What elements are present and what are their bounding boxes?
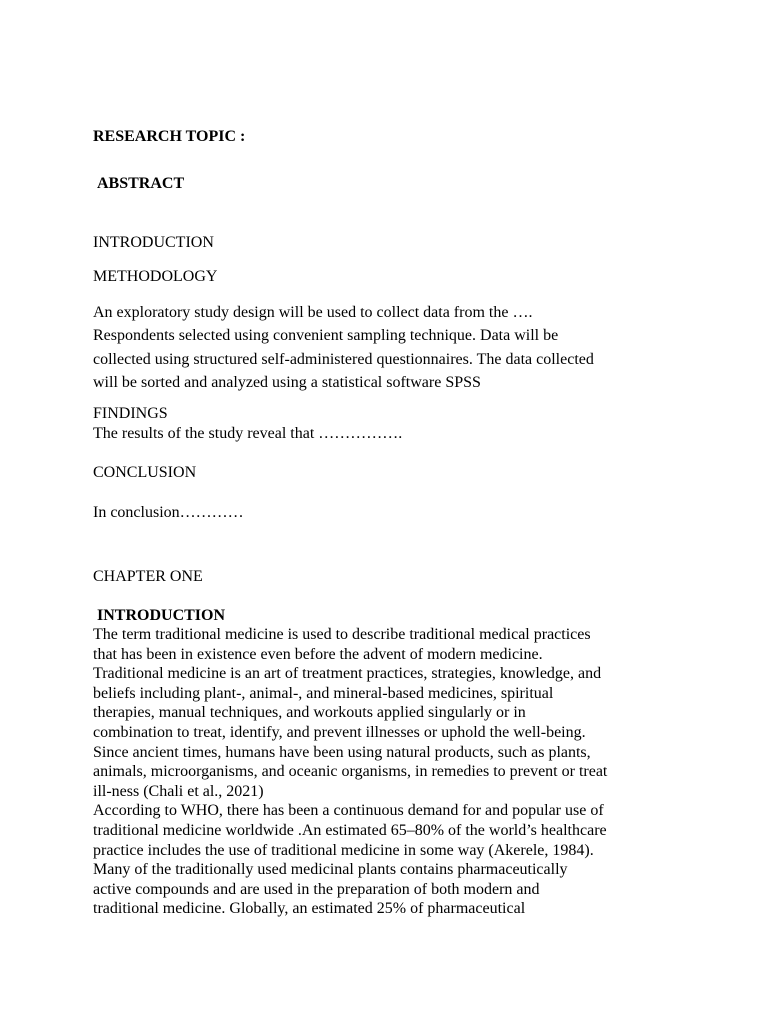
- methodology-paragraph: [93, 301, 693, 394]
- body-line: traditional medicine worldwide .An estimated 65–80% of the world’s healthcare: [93, 821, 607, 839]
- body-line: Traditional medicine is an art of treatment practices, strategies, knowledge, and: [93, 665, 602, 683]
- abstract-heading: ABSTRACT: [97, 175, 185, 192]
- body-line: Since ancient times, humans have been using natural products, such as plants,: [93, 743, 591, 761]
- body-line: active compounds and are used in the preparation of both modern and: [93, 880, 540, 898]
- chapter-heading: CHAPTER ONE: [93, 568, 203, 585]
- chapter-introduction-heading: INTRODUCTION: [97, 607, 226, 624]
- methodology-line: will be sorted and analyzed using a statistical software SPSS: [93, 373, 481, 391]
- body-line: traditional medicine. Globally, an estimated 25% of pharmaceutical: [93, 900, 526, 918]
- methodology-heading: METHODOLOGY: [93, 268, 218, 285]
- methodology-line: An exploratory study design will be used to collect data from the ….: [93, 304, 533, 321]
- body-line: that has been in existence even before the advent of modern medicine.: [93, 645, 543, 663]
- chapter-introduction-paragraph: [93, 625, 693, 919]
- body-line: ill-ness (Chali et al., 2021): [93, 782, 264, 800]
- research-topic-label: RESEARCH TOPIC :: [93, 128, 246, 145]
- body-line: therapies, manual techniques, and workouts applied singularly or in: [93, 704, 526, 722]
- methodology-line: collected using structured self-administered questionnaires. The data collected: [93, 350, 594, 368]
- conclusion-heading: CONCLUSION: [93, 464, 197, 481]
- body-line: Many of the traditionally used medicinal plants contains pharmaceutically: [93, 861, 568, 879]
- body-line: According to WHO, there has been a continuous demand for and popular use of: [93, 802, 604, 820]
- body-line: The term traditional medicine is used to describe traditional medical practices: [93, 626, 591, 643]
- body-line: beliefs including plant-, animal-, and mineral-based medicines, spiritual: [93, 684, 554, 702]
- conclusion-text: In conclusion…………: [93, 504, 244, 521]
- introduction-heading: INTRODUCTION: [93, 234, 214, 251]
- methodology-line: Respondents selected using convenient sampling technique. Data will be: [93, 327, 559, 345]
- body-line: practice includes the use of traditional medicine in some way (Akerele, 1984).: [93, 841, 594, 859]
- body-line: combination to treat, identify, and prevent illnesses or uphold the well-being.: [93, 723, 586, 741]
- findings-text: The results of the study reveal that …………….: [93, 425, 403, 442]
- body-line: animals, microorganisms, and oceanic organisms, in remedies to prevent or treat: [93, 763, 608, 781]
- findings-heading: FINDINGS: [93, 405, 168, 422]
